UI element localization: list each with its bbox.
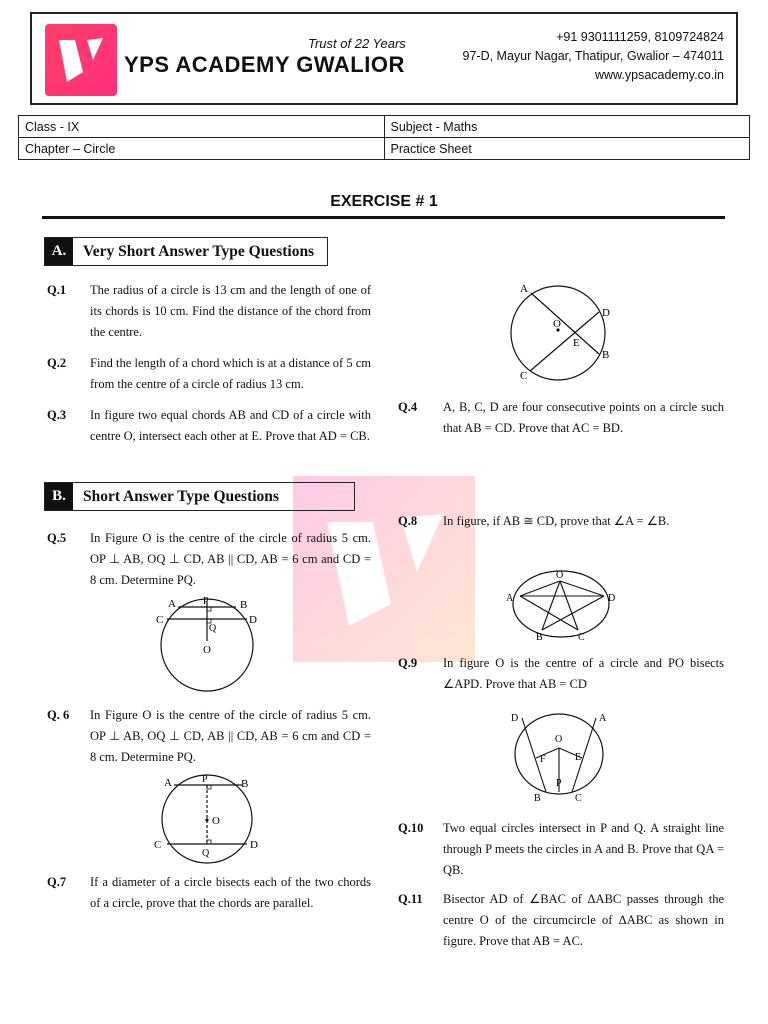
question-9 [398, 653, 724, 697]
question-number: Q.4 [398, 400, 418, 414]
question-number: Q.2 [47, 356, 67, 370]
title-rule [42, 216, 725, 219]
label-d: D [608, 593, 616, 604]
question-number: Q.9 [398, 656, 418, 670]
question-text: Bisector AD of ∠BAC of ΔABC passes through the centre O of the circumcircle of ΔABC as shown in figure. Prove that AB = AC. [443, 892, 724, 948]
question-8 [398, 511, 724, 533]
question-1 [47, 280, 371, 346]
question-number: Q. 6 [47, 708, 70, 722]
trust-tagline: Trust of 22 Years [308, 36, 406, 51]
label-a: A [599, 713, 607, 724]
figure-q9 [502, 706, 622, 806]
website-link[interactable]: www.ypsacademy.co.in [595, 68, 724, 82]
address: 97-D, Mayur Nagar, Thatipur, Gwalior – 474011 [462, 49, 724, 63]
exercise-title: EXERCISE # 1 [330, 193, 438, 210]
question-text: In Figure O is the centre of the circle of radius 5 cm. OP ⊥ AB, OQ ⊥ CD, AB || CD, AB = 6 cm and CD = 8 cm. Determine PQ. [90, 531, 371, 587]
question-text: Two equal circles intersect in P and Q. A straight line through P meets the circles in A and B. Prove that QA = QB. [443, 821, 724, 877]
label-b: B [241, 778, 249, 790]
label-q: Q [209, 623, 217, 634]
question-text: In figure, if AB ≅ CD, prove that ∠A = ∠B. [443, 514, 670, 528]
question-text: In figure O is the centre of a circle and PO bisects ∠APD. Prove that AB = CD [443, 656, 724, 691]
question-11 [398, 889, 724, 955]
label-o: O [553, 318, 561, 330]
label-a: A [164, 777, 172, 789]
chapter-cell: Chapter – Circle [19, 138, 385, 160]
label-p: P [556, 778, 562, 789]
question-4 [398, 397, 724, 441]
label-e: E [573, 337, 580, 349]
label-e: E [575, 752, 582, 763]
label-d: D [250, 839, 258, 851]
label-o: O [556, 570, 564, 581]
question-2 [47, 353, 371, 397]
meta-table [18, 115, 750, 160]
label-o: O [212, 815, 220, 827]
label-c: C [154, 839, 162, 851]
academy-name: YPS ACADEMY GWALIOR [124, 52, 405, 77]
section-b-tag: B. [45, 483, 73, 510]
question-text: In Figure O is the centre of the circle of radius 5 cm. OP ⊥ AB, OQ ⊥ CD, AB || CD, AB = 6 cm and CD = 8 cm. Determine PQ. [90, 708, 371, 764]
question-text: The radius of a circle is 13 cm and the length of one of its chords is 10 cm. Find the distance of the chord from the centre. [90, 283, 371, 339]
label-a: A [506, 593, 514, 604]
phone-numbers: +91 9301111259, 8109724824 [556, 30, 724, 44]
question-text: In figure two equal chords AB and CD of a circle with centre O, intersect each other at E. Prove that AD = CB. [90, 408, 371, 443]
question-text: Find the length of a chord which is at a distance of 5 cm from the centre of a circle of radius 13 cm. [90, 356, 371, 391]
section-a-header [44, 237, 328, 266]
section-a-tag: A. [45, 238, 73, 265]
label-c: C [156, 614, 164, 626]
label-d: D [511, 713, 519, 724]
academy-logo [45, 24, 117, 96]
figure-q6 [150, 771, 270, 871]
label-d: D [249, 614, 257, 626]
label-o: O [555, 734, 563, 745]
subject-cell: Subject - Maths [384, 116, 750, 138]
section-b-title: Short Answer Type Questions [83, 488, 279, 505]
question-7 [47, 872, 371, 916]
section-b-header [44, 482, 355, 511]
question-text: A, B, C, D are four consecutive points on a circle such that AB = CD. Prove that AC = BD. [443, 400, 724, 435]
label-a: A [520, 283, 528, 295]
question-number: Q.10 [398, 821, 424, 835]
label-d: D [602, 307, 610, 319]
question-number: Q.1 [47, 283, 67, 297]
label-b: B [240, 599, 248, 611]
label-a: A [168, 598, 176, 610]
label-b: B [602, 349, 610, 361]
question-number: Q.7 [47, 875, 67, 889]
contact-block [463, 28, 724, 85]
label-o: O [203, 644, 211, 656]
label-c: C [520, 370, 528, 382]
question-10 [398, 818, 724, 884]
label-c: C [575, 793, 582, 804]
question-number: Q.3 [47, 408, 67, 422]
question-3 [47, 405, 371, 471]
label-b: B [536, 632, 543, 643]
question-text: If a diameter of a circle bisects each of the two chords of a circle, prove that the chords are parallel. [90, 875, 371, 910]
question-5 [47, 528, 371, 594]
label-p: P [203, 596, 209, 607]
label-q: Q [202, 848, 210, 859]
label-b: B [534, 793, 541, 804]
label-p: P [202, 774, 208, 785]
figure-q3 [498, 278, 628, 386]
label-f: F [540, 754, 546, 765]
figure-q8 [500, 568, 630, 644]
logo-v-icon [45, 24, 117, 96]
question-number: Q.8 [398, 514, 418, 528]
section-a-title: Very Short Answer Type Questions [83, 243, 315, 260]
class-cell: Class - IX [19, 116, 385, 138]
question-number: Q.5 [47, 531, 67, 545]
sheet-cell: Practice Sheet [384, 138, 750, 160]
question-6 [47, 705, 371, 771]
figure-q5 [150, 595, 270, 695]
header-box [30, 12, 738, 105]
question-number: Q.11 [398, 892, 423, 906]
label-c: C [578, 632, 585, 643]
